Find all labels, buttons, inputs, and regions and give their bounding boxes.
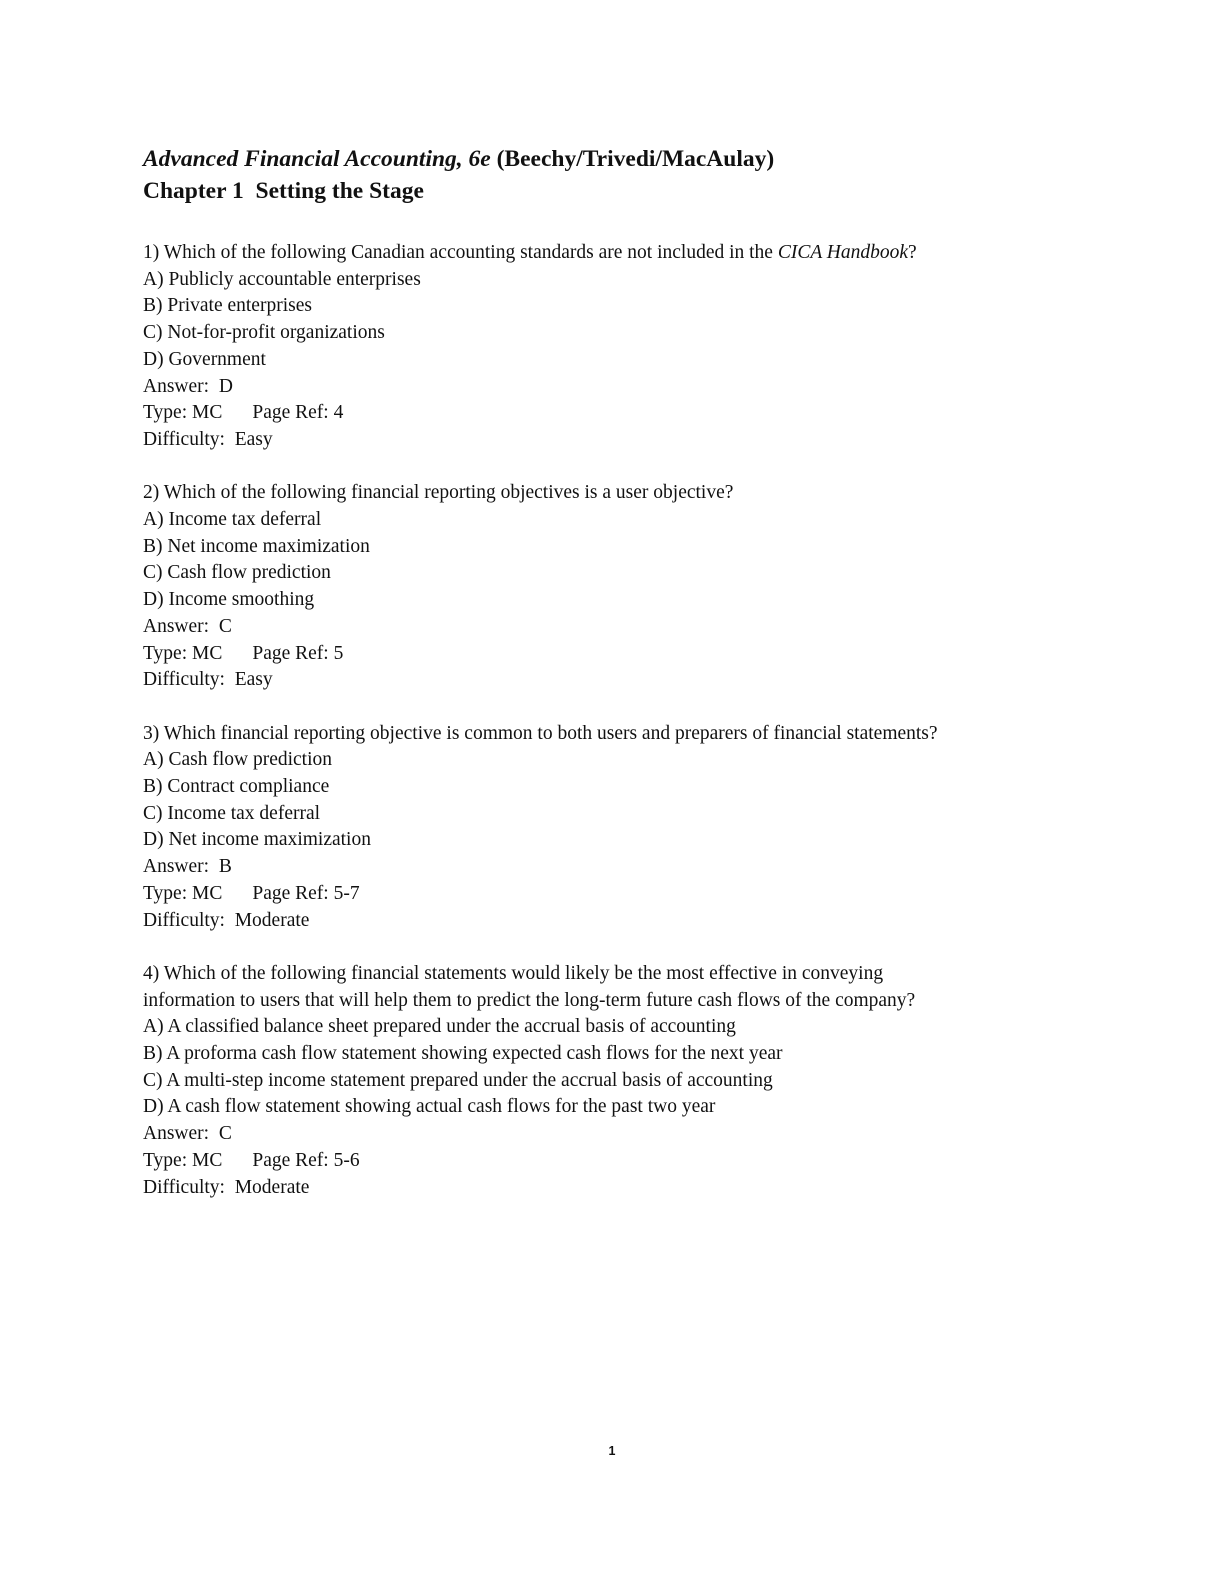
option-d: D) Income smoothing xyxy=(143,589,315,611)
difficulty: Difficulty: Moderate xyxy=(143,909,310,931)
difficulty: Difficulty: Easy xyxy=(143,428,273,450)
question-3 xyxy=(143,721,1103,935)
book-title: Advanced Financial Accounting, 6e xyxy=(143,146,491,172)
page-number: 1 xyxy=(608,1444,616,1458)
difficulty: Difficulty: Moderate xyxy=(143,1176,310,1198)
option-c: C) Income tax deferral xyxy=(143,802,321,824)
question-stem-italic: CICA Handbook xyxy=(777,242,909,263)
option-a: A) Income tax deferral xyxy=(143,509,322,531)
option-b: B) Private enterprises xyxy=(143,295,312,317)
option-c: C) Cash flow prediction xyxy=(143,562,331,584)
book-title-line xyxy=(143,143,1103,175)
option-c: C) A multi-step income statement prepared under the accrual basis of accounting xyxy=(143,1069,773,1091)
option-b: B) Contract compliance xyxy=(143,776,330,798)
question-stem: 2) Which of the following financial reporting objectives is a user objective? xyxy=(143,482,734,504)
book-authors: (Beechy/Trivedi/MacAulay) xyxy=(496,146,775,172)
page-ref: Page Ref: 4 xyxy=(252,402,344,424)
type-line xyxy=(143,881,1103,908)
option-a: A) Cash flow prediction xyxy=(143,749,333,771)
chapter-title: Chapter 1 Setting the Stage xyxy=(143,178,424,204)
question-stem-line-2: information to users that will help them to predict the long-term future cash flows of the company? xyxy=(143,989,916,1011)
option-a: A) Publicly accountable enterprises xyxy=(143,268,421,290)
option-b: B) A proforma cash flow statement showing expected cash flows for the next year xyxy=(143,1043,783,1065)
answer: Answer: D xyxy=(143,375,233,397)
page-ref: Page Ref: 5-7 xyxy=(252,882,360,904)
question-4 xyxy=(143,961,1103,1201)
option-b: B) Net income maximization xyxy=(143,535,370,557)
type-line xyxy=(143,641,1103,668)
question-stem xyxy=(143,240,1103,267)
option-d: D) Net income maximization xyxy=(143,829,371,851)
document-page xyxy=(143,143,1103,1201)
question-stem: 3) Which financial reporting objective is common to both users and preparers of financial statements? xyxy=(143,722,938,744)
option-c: C) Not-for-profit organizations xyxy=(143,322,385,344)
question-type: Type: MC xyxy=(143,402,223,424)
option-a: A) A classified balance sheet prepared under the accrual basis of accounting xyxy=(143,1016,736,1038)
option-d: D) A cash flow statement showing actual cash flows for the past two year xyxy=(143,1096,716,1118)
question-stem-line-1: 4) Which of the following financial statements would likely be the most effective in conveying xyxy=(143,962,884,984)
question-stem-end: ? xyxy=(908,242,917,263)
option-d: D) Government xyxy=(143,348,266,370)
question-1 xyxy=(143,240,1103,454)
question-type: Type: MC xyxy=(143,642,223,664)
page-ref: Page Ref: 5-6 xyxy=(252,1149,360,1171)
question-type: Type: MC xyxy=(143,1149,223,1171)
question-type: Type: MC xyxy=(143,882,223,904)
answer: Answer: B xyxy=(143,856,232,878)
type-line xyxy=(143,400,1103,427)
question-2 xyxy=(143,480,1103,694)
answer: Answer: C xyxy=(143,615,232,637)
difficulty: Difficulty: Easy xyxy=(143,669,273,691)
type-line xyxy=(143,1148,1103,1175)
answer: Answer: C xyxy=(143,1123,232,1145)
question-stem-text: 1) Which of the following Canadian accounting standards are not included in the xyxy=(143,242,778,263)
page-ref: Page Ref: 5 xyxy=(252,642,344,664)
